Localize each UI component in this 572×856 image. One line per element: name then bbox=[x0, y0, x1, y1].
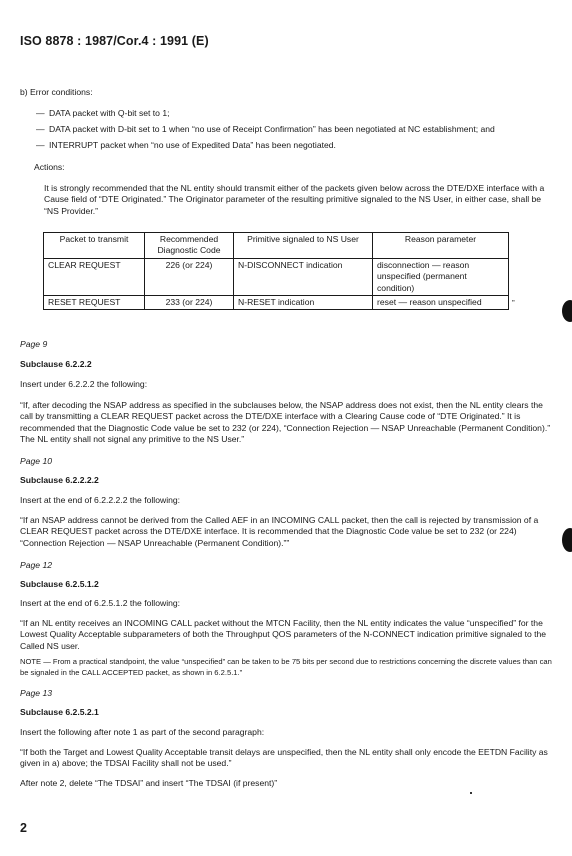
dash-1: — bbox=[36, 108, 45, 118]
margin-change-bar bbox=[562, 300, 572, 322]
error-item-2: DATA packet with D-bit set to 1 when “no use of Receipt Confirmation” has been negotiated at NC establishment; and bbox=[49, 124, 495, 134]
actions-label: Actions: bbox=[34, 162, 65, 172]
table-header-row bbox=[44, 233, 509, 259]
instruction-10: Insert at the end of 6.2.2.2.2 the following: bbox=[20, 495, 181, 505]
table-cell: reset — reason unspecified bbox=[373, 296, 509, 310]
note-12: NOTE — From a practical standpoint, the value “unspecified” can be taken to be 75 bits per second due to restrictions concerning the discrete values than can be signaled in the CALL ACCEPTED packet, as shown in 6.2.5.1.” bbox=[20, 657, 552, 677]
table-cell: RESET REQUEST bbox=[44, 296, 145, 310]
table-header-cell: Primitive signaled to NS User bbox=[234, 233, 373, 259]
paragraph-13: “If both the Target and Lowest Quality Acceptable transit delays are unspecified, then the NL entity shall only encode the EETDN Facility as given in a) above; the TDSAI Facility shall not be used.” bbox=[20, 747, 548, 769]
error-conditions-heading: b) Error conditions: bbox=[20, 87, 93, 97]
page-number: 2 bbox=[20, 821, 27, 835]
subclause-heading-9: Subclause 6.2.2.2 bbox=[20, 359, 92, 369]
dash-2: — bbox=[36, 124, 45, 134]
table-header-cell: Reason parameter bbox=[373, 233, 509, 259]
subclause-heading-10: Subclause 6.2.2.2.2 bbox=[20, 475, 99, 485]
error-item-3: INTERRUPT packet when “no use of Expedited Data” has been negotiated. bbox=[49, 140, 336, 150]
paragraph-9: “If, after decoding the NSAP address as specified in the subclauses below, the NSAP address does not exist, then the NL entity clears the call by transmitting a CLEAR REQUEST packet across the DTE/DXE interface with a Clearing Cause code of “DTE Originated.” It is recommended that the Diagnostic Code value be set to 232 (or 224), “Connection Rejection — NSAP Unreachable (Permanent Condition).” The NL entity shall not signal any primitive to the NS User.” bbox=[20, 400, 551, 445]
paragraph-12: “If an NL entity receives an INCOMING CALL packet without the MTCN Facility, then the NL entity indicates the value “unspecified” for the Lowest Quality Acceptable subparameters of both the Throughput QOS parameters of the N-CONNECT indication primitive signaled to the Called NS user. bbox=[20, 618, 547, 651]
table-cell: N-DISCONNECT indication bbox=[234, 258, 373, 295]
subclause-heading-13: Subclause 6.2.5.2.1 bbox=[20, 707, 99, 717]
table-cell: 233 (or 224) bbox=[145, 296, 234, 310]
instruction-9: Insert under 6.2.2.2 the following: bbox=[20, 379, 148, 389]
table-cell: 226 (or 224) bbox=[145, 258, 234, 295]
after-note-13: After note 2, delete “The TDSAI” and insert “The TDSAI (if present)” bbox=[20, 778, 278, 788]
page-ref-10: Page 10 bbox=[20, 456, 53, 466]
dash-3: — bbox=[36, 140, 45, 150]
table-header-cell: Packet to transmit bbox=[44, 233, 145, 259]
table-header-cell: Recommended Diagnostic Code bbox=[145, 233, 234, 259]
margin-change-bar bbox=[562, 528, 572, 552]
page-ref-12: Page 12 bbox=[20, 560, 53, 570]
table-cell: disconnection — reason unspecified (permanent condition) bbox=[373, 258, 509, 295]
diagnostic-code-table bbox=[43, 232, 509, 310]
document-header: ISO 8878 : 1987/Cor.4 : 1991 (E) bbox=[20, 34, 209, 48]
instruction-12: Insert at the end of 6.2.5.1.2 the following: bbox=[20, 598, 181, 608]
subclause-heading-12: Subclause 6.2.5.1.2 bbox=[20, 579, 99, 589]
table-cell: CLEAR REQUEST bbox=[44, 258, 145, 295]
table-cell: N-RESET indication bbox=[234, 296, 373, 310]
page-ref-13: Page 13 bbox=[20, 688, 53, 698]
table-row bbox=[44, 258, 509, 295]
page-ref-9: Page 9 bbox=[20, 339, 48, 349]
error-item-1: DATA packet with Q-bit set to 1; bbox=[49, 108, 170, 118]
table-closing-quote: ” bbox=[512, 299, 515, 308]
table-row bbox=[44, 296, 509, 310]
scan-speck bbox=[470, 792, 472, 794]
paragraph-10: “If an NSAP address cannot be derived from the Called AEF in an INCOMING CALL packet, then the call is rejected by transmission of a CLEAR REQUEST packet across the DTE/DXE interface. It is recommended that the Diagnostic Code value be set to 232 (or 224) “Connection Rejection — NSAP Unreachable (Permanent Condition).”” bbox=[20, 515, 539, 548]
instruction-13: Insert the following after note 1 as part of the second paragraph: bbox=[20, 727, 265, 737]
actions-paragraph: It is strongly recommended that the NL entity should transmit either of the packets given below across the DTE/DXE interface with a Cause field of “DTE Originated.” The Originator parameter of the resulting primitive signaled to the NS User, in either case, shall be “NS Provider.” bbox=[44, 183, 545, 216]
